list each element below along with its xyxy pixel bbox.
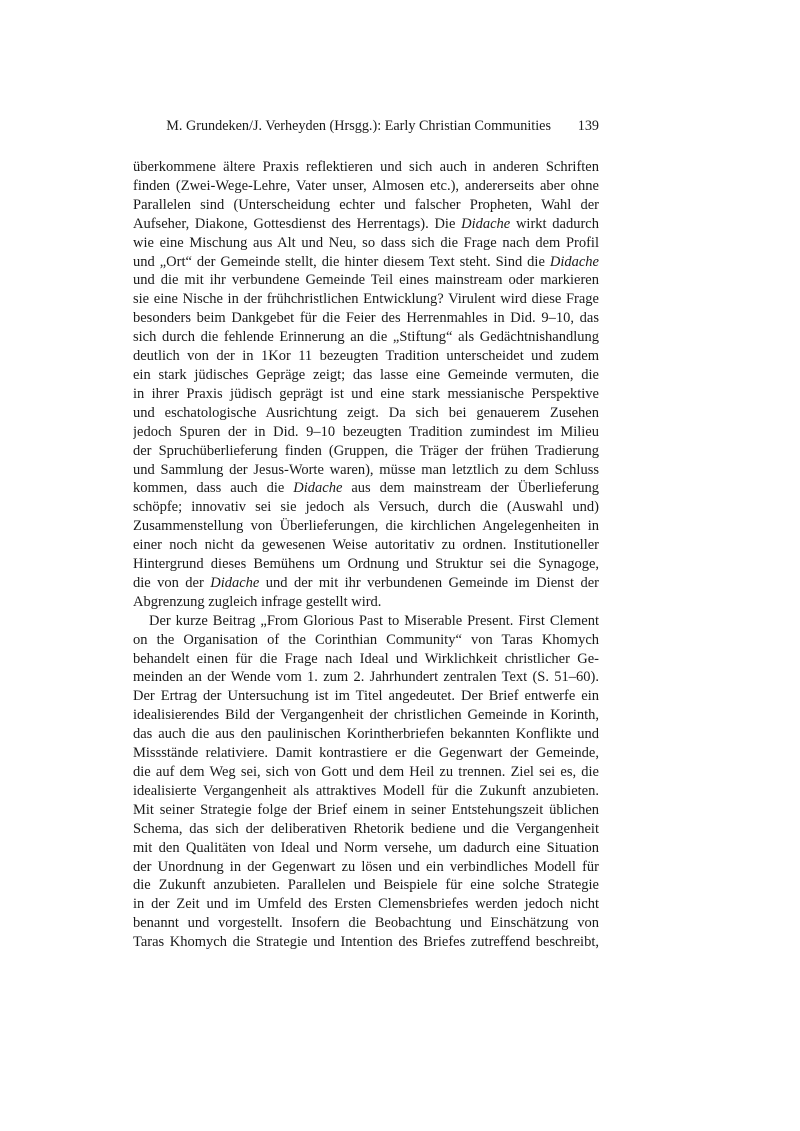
text-line: Abgrenzung zugleich infrage gestellt wird. [133, 593, 382, 610]
text-line: sich durch die fehlende Erinnerung an die „Stiftung“ als Gedächtnishandlung [133, 329, 599, 346]
text-line: überkommene ältere Praxis reflektieren und sich auch in anderen Schriften [133, 159, 599, 175]
text-line [133, 574, 599, 593]
italic-term: Didache [549, 253, 599, 270]
text-line: die auf dem Weg sei, sich von Gott und dem Heil zu trennen. Ziel sei es, die [133, 764, 599, 780]
italic-term: Didache [461, 215, 511, 232]
text-segment: wirkt dadurch [510, 215, 599, 232]
text-line [133, 215, 599, 234]
text-line: besonders beim Dankgebet für die Feier des Herrenmahles in Did. 9–10, das [133, 310, 599, 327]
text-line: in der Zeit und im Umfeld des Ersten Clemensbriefes werden jedoch nicht [133, 896, 599, 913]
text-line: meinden an der Wende vom 1. zum 2. Jahrhundert zentralen Text (S. 51–60). [133, 669, 599, 686]
text-line: Mit seiner Strategie folge der Brief einem in seiner Entstehungszeit üblichen [133, 801, 599, 818]
text-segment: die von der [133, 574, 211, 591]
text-segment: und der mit ihr verbundenen Gemeinde im Dienst der [259, 574, 599, 591]
text-line: idealisierendes Bild der Vergangenheit der christlichen Gemeinde in Korinth, [133, 707, 599, 724]
text-line: die Zukunft anzubieten. Parallelen und Beispiele für eine solche Strategie [133, 877, 599, 894]
body-text [133, 158, 599, 952]
text-line: Hintergrund dieses Bemühens um Ordnung und Struktur sei die Synagoge, [133, 556, 599, 573]
text-line: und eschatologische Ausrichtung zeigt. Da sich bei genauerem Zusehen [133, 404, 599, 421]
text-line: das auch die aus den paulinischen Korintherbriefen bekannten Konflikte und [133, 726, 599, 743]
text-line: jedoch Spuren der in Did. 9–10 bezeugten Tradition zumindest im Milieu [133, 423, 599, 440]
running-head [133, 118, 599, 138]
text-line: behandelt einen für die Frage nach Ideal und Wirklichkeit christlicher Ge- [133, 650, 599, 667]
text-line: on the Organisation of the Corinthian Community“ von Taras Khomych [133, 631, 599, 648]
text-line: finden (Zwei-Wege-Lehre, Vater unser, Almosen etc.), andererseits aber ohne [133, 177, 599, 194]
text-line: idealisierte Vergangenheit als attraktives Modell für die Zukunft anzubieten. [133, 782, 599, 799]
paragraph-2 [133, 612, 599, 952]
text-line: benannt und vorgestellt. Insofern die Beobachtung und Einschätzung von [133, 915, 599, 932]
text-line: Parallelen sind (Unterscheidung echter und falscher Propheten, Wahl der [133, 196, 599, 213]
text-line: Taras Khomych die Strategie und Intention des Briefes zutreffend beschreibt, [133, 934, 599, 951]
text-line: und Sammlung der Jesus-Worte waren), müsse man letztlich zu dem Schluss [133, 461, 599, 478]
text-line: der Spruchüberlieferung finden (Gruppen, die Träger der frühen Tradierung [133, 442, 599, 459]
text-line: und die mit ihr verbundene Gemeinde Teil eines mainstream oder markieren [133, 272, 599, 289]
text-segment: und „Ort“ der Gemeinde stellt, die hinter diesem Text steht. Sind die [133, 253, 550, 270]
text-line: Zusammenstellung von Überlieferungen, die kirchlichen Angelegenheiten in [133, 518, 599, 535]
paragraph-1 [133, 158, 599, 612]
text-line: deutlich von der in 1Kor 11 bezeugten Tradition unterscheidet und zudem [133, 348, 599, 365]
text-line [133, 479, 599, 498]
text-line: Missstände relativiere. Damit kontrastiere er die Gegenwart der Gemeinde, [133, 745, 599, 762]
text-line [133, 253, 599, 272]
italic-term: Didache [210, 574, 260, 591]
text-line: sie eine Nische in der frühchristlichen Entwicklung? Virulent wird diese Frage [133, 291, 599, 308]
italic-term: Didache [293, 480, 343, 497]
text-line: Schema, das sich der deliberativen Rhetorik bediene und die Vergangenheit [133, 820, 599, 837]
text-segment: kommen, dass auch die [133, 480, 294, 497]
text-line: ein stark jüdisches Gepräge zeigt; das lasse eine Gemeinde vermuten, die [133, 366, 599, 383]
running-head-title: M. Grundeken/J. Verheyden (Hrsgg.): Early Christian Communities [166, 118, 551, 134]
text-line: einer noch nicht da gewesenen Weise autoritativ zu ordnen. Institutioneller [133, 537, 599, 554]
page-number: 139 [577, 118, 599, 134]
text-line: der Unordnung in der Gegenwart zu lösen und ein verbindliches Modell für [133, 858, 599, 875]
text-line: Der kurze Beitrag „From Glorious Past to Miserable Present. First Clement [149, 612, 599, 629]
text-line: mit den Qualitäten von Ideal und Norm versehe, um dadurch eine Situation [133, 839, 599, 856]
text-line: schöpfe; innovativ sei sie jedoch als Versuch, durch die (Auswahl und) [133, 499, 599, 516]
text-line: in ihrer Praxis jüdisch geprägt ist und eine stark messianische Perspektive [133, 385, 599, 402]
text-line: Der Ertrag der Untersuchung ist im Titel angedeutet. Der Brief entwerfe ein [133, 688, 599, 705]
text-segment: aus dem mainstream der Überlieferung [342, 480, 599, 497]
text-segment: Aufseher, Diakone, Gottesdienst des Herrentags). Die [133, 215, 462, 232]
text-line: wie eine Mischung aus Alt und Neu, so dass sich die Frage nach dem Profil [133, 234, 599, 251]
